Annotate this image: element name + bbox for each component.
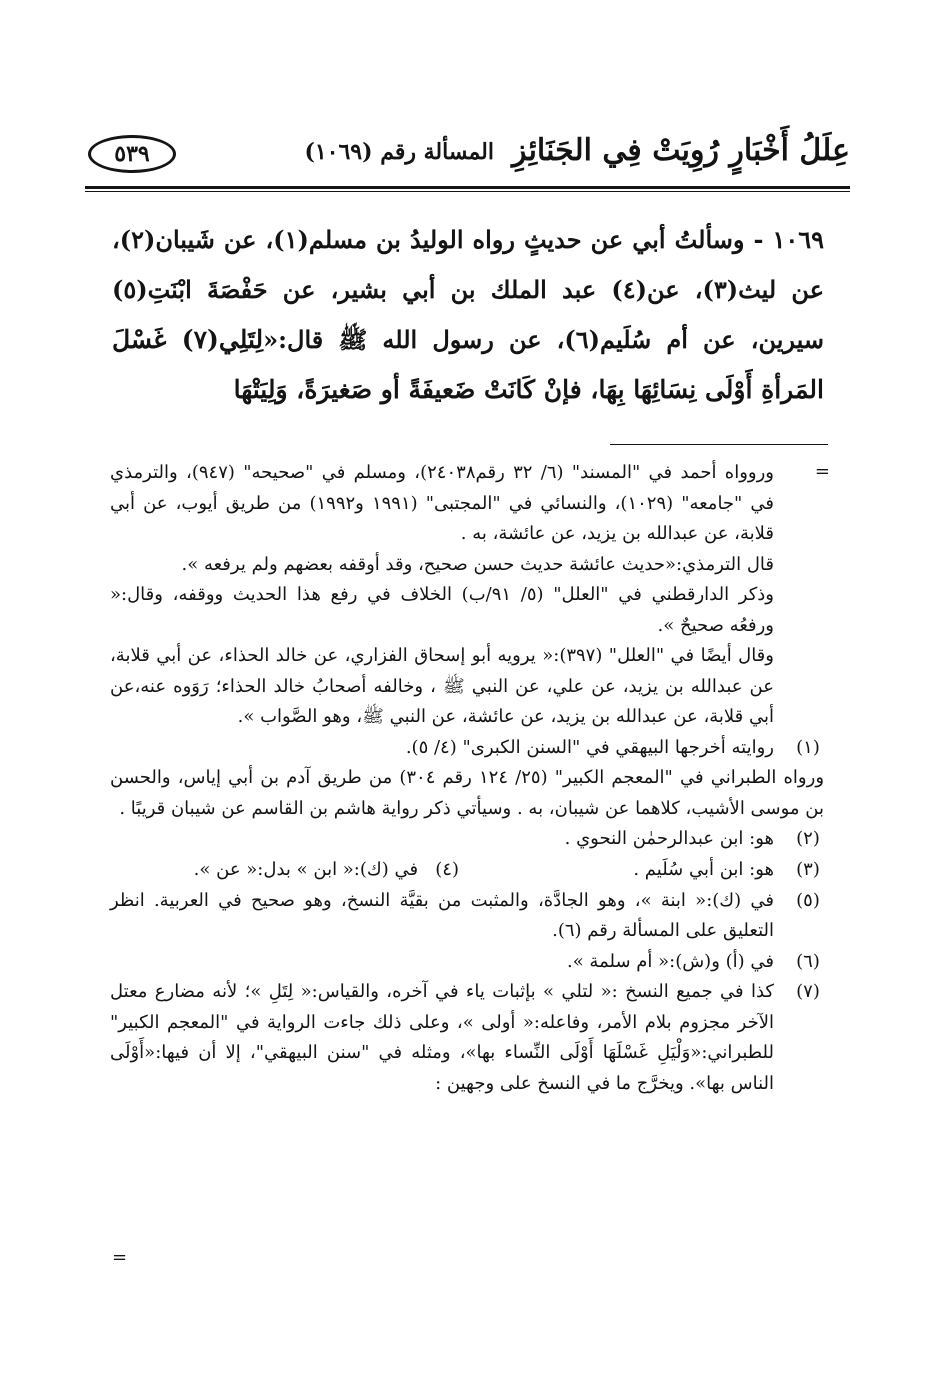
footnote-3-4: (٣) هو: ابن أبي سُلَيم . (٤) في (ك):« ابن » بدل:« عن ».	[110, 855, 824, 886]
footnote-1-extra: ورواه الطبراني في "المعجم الكبير" (٢٥/ ١٢٤ رقم ٣٠٤) من طريق آدم بن أبي إياس، والحسن بن موسى الأشيب، كلاهما عن شيبان، به . وسيأتي ذكر رواية هاشم بن القاسم عن شيبان قريبًا .	[110, 767, 825, 819]
footnote-7: (٧) كذا في جميع النسخ :« لتلي » بإثبات ياء في آخره، والقياس:« لِتَلِ »؛ لأنه مضارع معتل الآخر مجزوم بلام الأمر، وفاعله:« أولى »، وعلى ذلك جاءت الرواية في "المعجم الكبير" للطبراني:«وَلْيَلِ غَسْلَهَا أَوْلَى النِّساء بها»، ومثله في "سنن البيهقي"، إلا أن فيها:«أَوْلَى الناس بها». ويخرَّج ما في النسخ على وجهين :	[110, 981, 820, 1094]
issue-label: المسألة رقم (١٠٦٩)	[304, 139, 494, 165]
hadith-text: لِتَلِي(٧) غَسْلَ المَرأةِ أَوْلَى نِسَائِهَا بِهَا، فإنْ كَانَتْ ضَعيفَةً أو صَغيرَةً، وَلِيَتْهَا	[112, 325, 824, 404]
page-header	[88, 133, 850, 183]
main-paragraph	[112, 215, 824, 415]
footnote-1: (١) روايته أخرجها البيهقي في "السنن الكبرى" (٤/ ٥).	[405, 736, 820, 758]
page-number-badge: ٥٣٩	[88, 135, 176, 173]
header-rule-thin	[85, 191, 850, 192]
header-rule	[85, 186, 850, 189]
footnote-6: (٦) في (أ) و(ش):« أم سلمة ».	[566, 950, 820, 972]
footnote-2: (٢) هو: ابن عبدالرحمٰن النحوي .	[564, 828, 820, 849]
book-title: عِلَلُ أَخْبَارٍ رُوِيَتْ فِي الجَنَائِزِ	[512, 133, 850, 168]
footnote-separator	[610, 444, 828, 445]
main-question: ١٠٦٩ - وسألتُ أبي عن حديثٍ رواه الوليدُ بن مسلم(١)، عن شَيبان(٢)، عن ليث(٣)، عن(٤) عبد الملك بن أبي بشير، عن حَفْصَةَ ابْنَتِ(٥) سيرين، عن أم سُلَيم(٦)، عن رسول الله ﷺ قال:«	[112, 225, 825, 354]
footnote-continued: وذكر الدارقطني في "العلل" (٥/ ٩١/ب) الخلاف في رفع هذا الحديث ووقفه، وقال:« ورفعُه صحيحٌ ».	[110, 584, 774, 636]
footnote-5: (٥) في (ك):« ابنة »، وهو الجادَّة، والمثبت من بقيَّة النسخ، وهو صحيح في العربية. انظر التعليق على المسألة رقم (٦).	[110, 889, 820, 941]
footnote-continued: قال الترمذي:«حديث عائشة حديث حسن صحيح، وقد أوقفه بعضهم ولم يرفعه ».	[181, 553, 774, 575]
footnotes	[110, 458, 824, 1099]
continuation-mark: =	[814, 461, 830, 482]
footnote-4: (٤) في (ك):« ابن » بدل:« عن ».	[193, 858, 459, 880]
main-text	[112, 215, 824, 415]
footnote-continued: وقال أيضًا في "العلل" (٣٩٧):« يرويه أبو إسحاق الفزاري، عن خالد الحذاء، عن أبي قلابة، عن عبدالله بن يزيد، عن علي، عن النبي ﷺ ، وخالفه أصحابُ خالد الحذاء؛ رَوَوه عنه،عن أبي قلابة، عن عبدالله بن يزيد، عن عائشة، عن النبي ﷺ، وهو الصَّواب ».	[110, 645, 774, 727]
trailing-continuation-mark: =	[112, 1247, 128, 1268]
footnote-continued: وروواه أحمد في "المسند" (٦/ ٣٢ رقم٢٤٠٣٨)، ومسلم في "صحيحه" (٩٤٧)، والترمذي في "جامعه" (١٠٢٩)، والنسائي في "المجتبى" (١٩٩١ و١٩٩٢) من طريق أيوب، عن أبي قلابة، عن عبدالله بن يزيد، عن عائشة، به .	[110, 462, 775, 544]
